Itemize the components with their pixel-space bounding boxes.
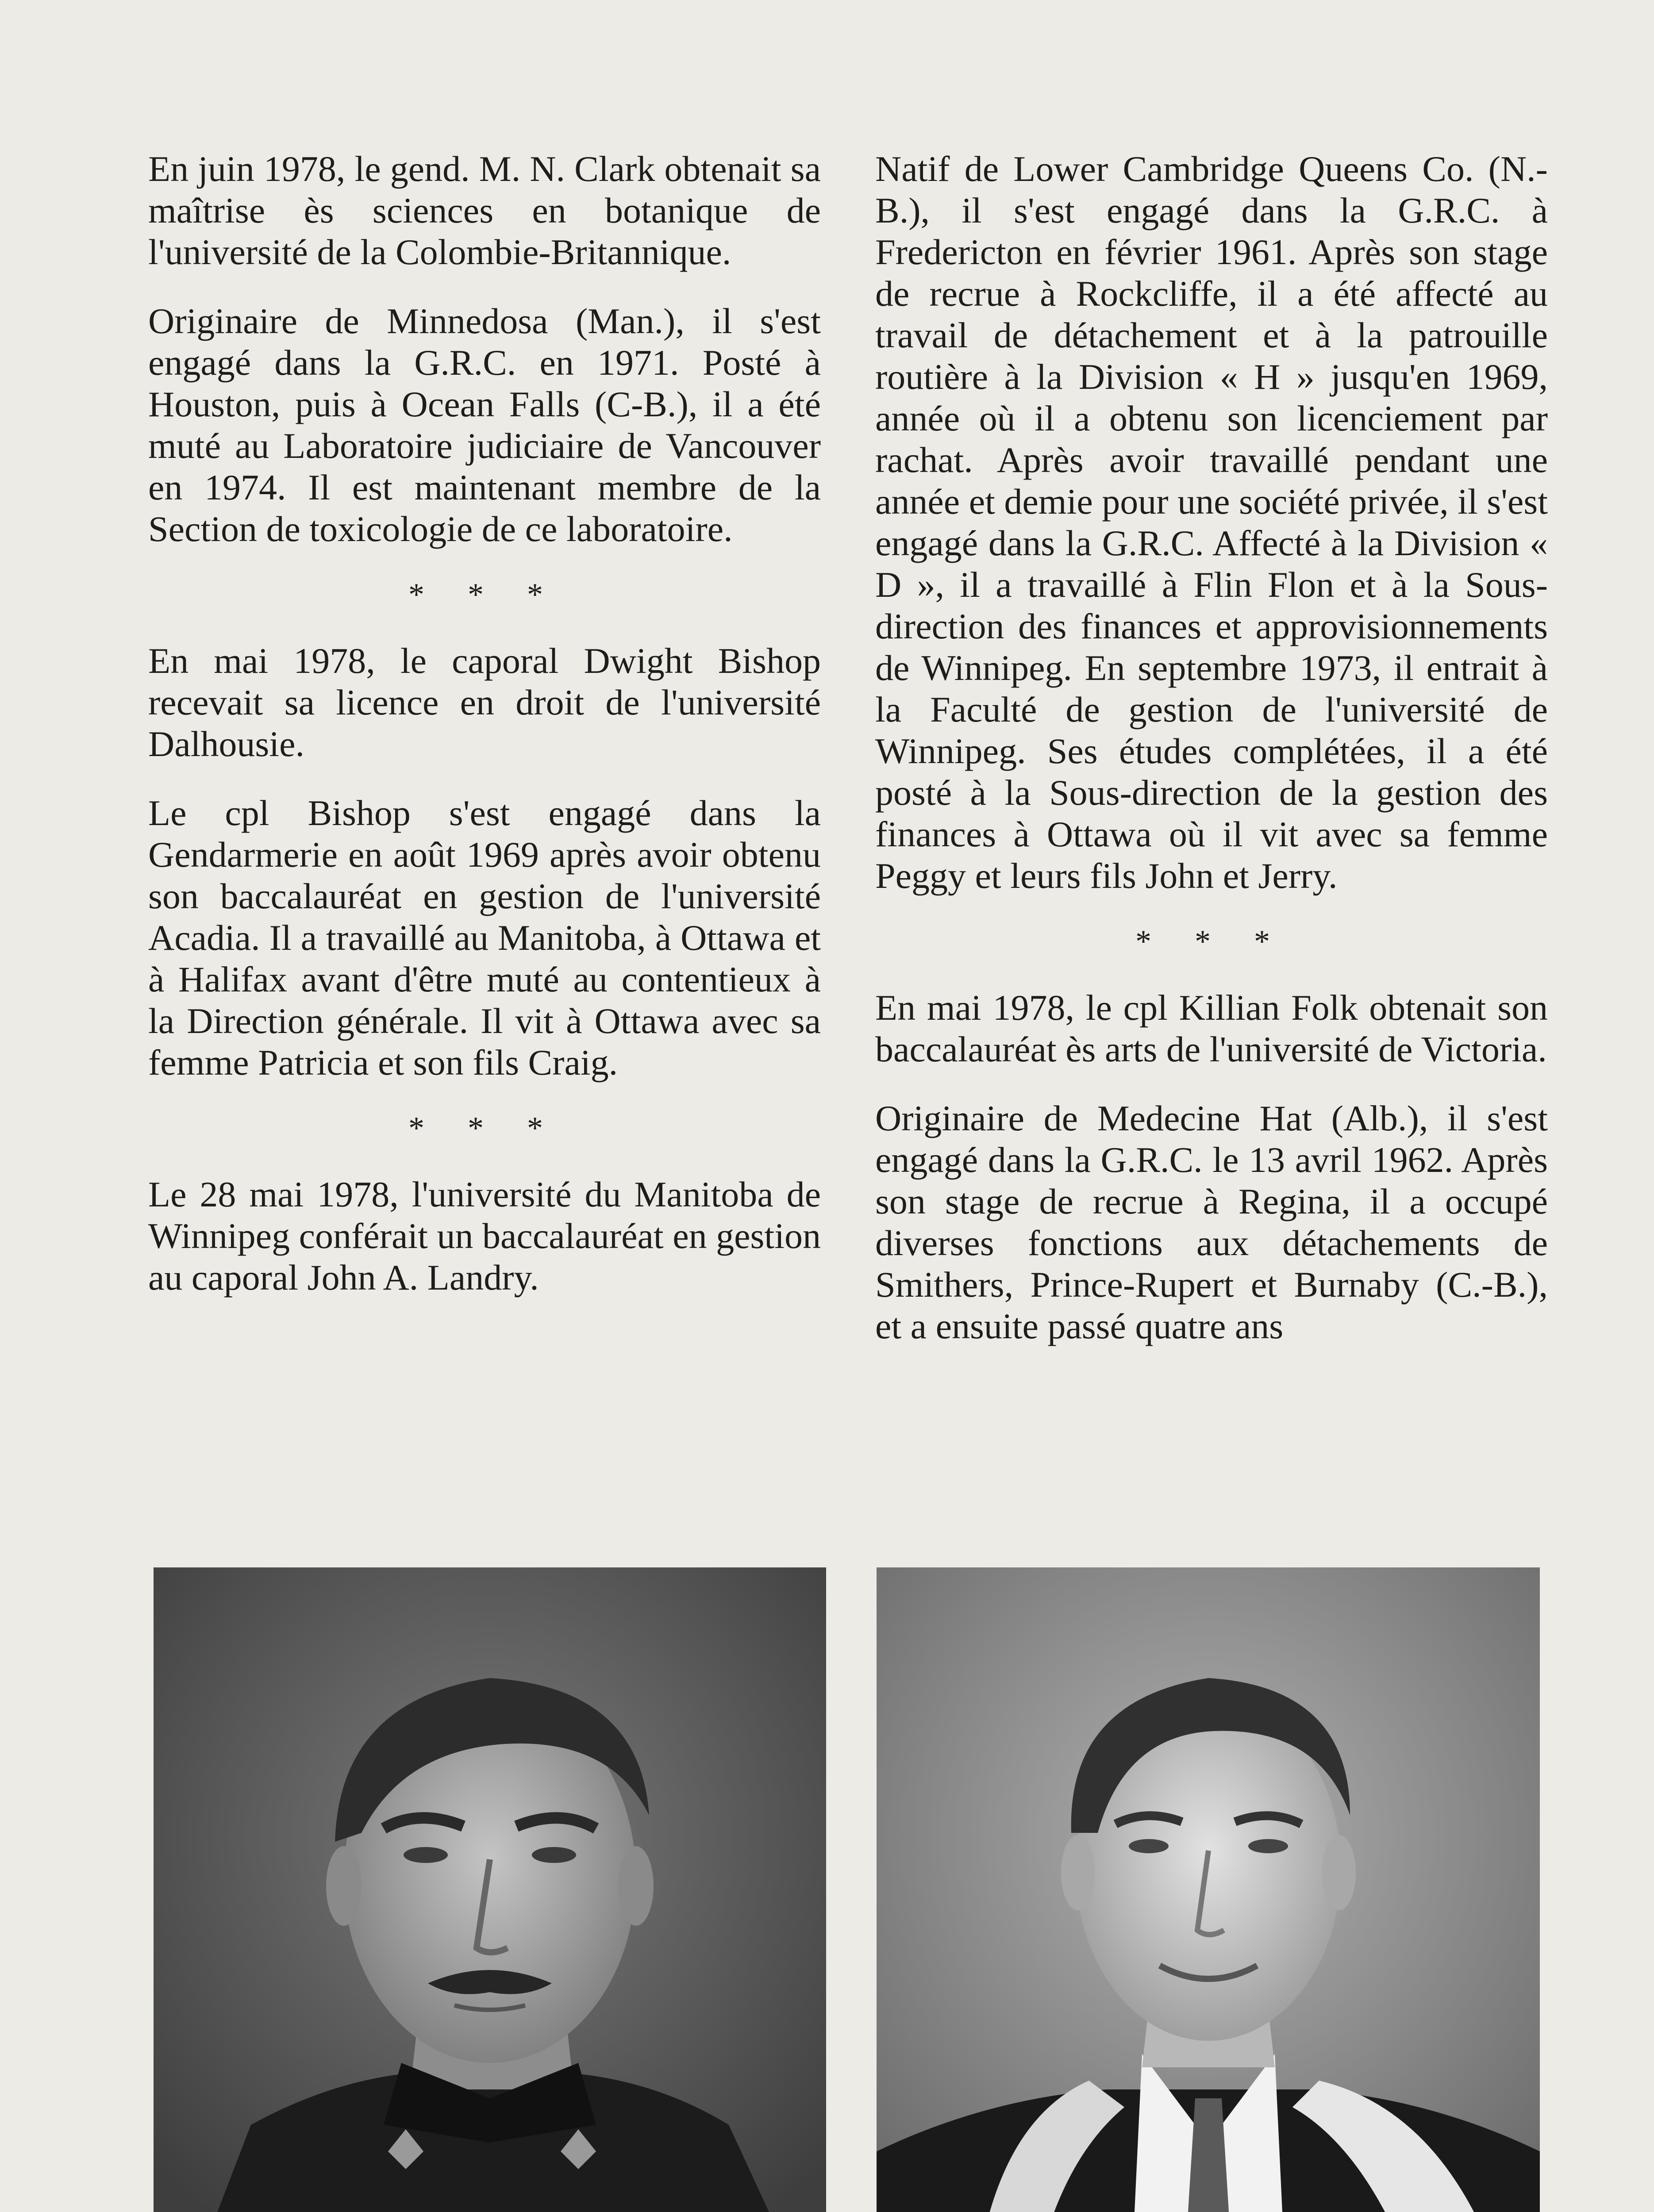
portrait-photo-killian-folk bbox=[154, 1567, 826, 2212]
paragraph: En juin 1978, le gend. M. N. Clark obtenait sa maîtrise ès sciences en botanique de l'université de la Colombie-Britannique. bbox=[148, 149, 821, 272]
paragraph: Le 28 mai 1978, l'université du Manitoba de Winnipeg conférait un baccalauréat en gestion au caporal John A. Landry. bbox=[148, 1174, 821, 1298]
paragraph: Natif de Lower Cambridge Queens Co. (N.-B.), il s'est engagé dans la G.R.C. à Fredericton en février 1961. Après son stage de recrue à Rockcliffe, il a été affecté au travail de détachement et à la patrouille routière à la Division « H » jusqu'en 1969, année où il a obtenu son licenciement par rachat. Après avoir travaillé pendant une année et demie pour une société privée, il s'est engagé dans la G.R.C. Affecté à la Division « D », il a travaillé à Flin Flon et à la Sous-direction des finances et approvisionnements de Winnipeg. En septembre 1973, il entrait à la Faculté de gestion de l'université de Winnipeg. Ses études complétées, il a été posté à la Sous-direction de la gestion des finances à Ottawa où il vit avec sa femme Peggy et leurs fils John et Jerry. bbox=[875, 149, 1548, 896]
right-column bbox=[875, 148, 1548, 1375]
paragraph: Originaire de Medecine Hat (Alb.), il s'est engagé dans la G.R.C. le 13 avril 1962. Après son stage de recrue à Regina, il a occupé diverses fonctions aux détachements de Smithers, Prince-Rupert et Burnaby (C.-B.), et a ensuite passé quatre ans bbox=[875, 1098, 1548, 1346]
left-column bbox=[148, 148, 821, 1326]
paragraph: Le cpl Bishop s'est engagé dans la Gendarmerie en août 1969 après avoir obtenu son baccalauréat en gestion de l'université Acadia. Il a travaillé au Manitoba, à Ottawa et à Halifax avant d'être muté au contentieux à la Direction générale. Il vit à Ottawa avec sa femme Patricia et son fils Craig. bbox=[148, 793, 821, 1083]
paragraph: En mai 1978, le caporal Dwight Bishop recevait sa licence en droit de l'université Dalhousie. bbox=[148, 641, 821, 764]
portrait-illustration bbox=[877, 1567, 1540, 2212]
paragraph: Originaire de Minnedosa (Man.), il s'est engagé dans la G.R.C. en 1971. Posté à Houston, puis à Ocean Falls (C-B.), il a été muté au Laboratoire judiciaire de Vancouver en 1974. Il est maintenant membre de la Section de toxicologie de ce laboratoire. bbox=[148, 301, 821, 549]
section-separator: * * * bbox=[408, 577, 561, 612]
section-separator: * * * bbox=[408, 1110, 561, 1146]
portrait-photo-doug-king bbox=[877, 1567, 1540, 2212]
section-separator: * * * bbox=[1135, 924, 1288, 959]
paragraph: En mai 1978, le cpl Killian Folk obtenait son baccalauréat ès arts de l'université de Victoria. bbox=[875, 987, 1548, 1069]
portrait-illustration bbox=[154, 1567, 826, 2212]
